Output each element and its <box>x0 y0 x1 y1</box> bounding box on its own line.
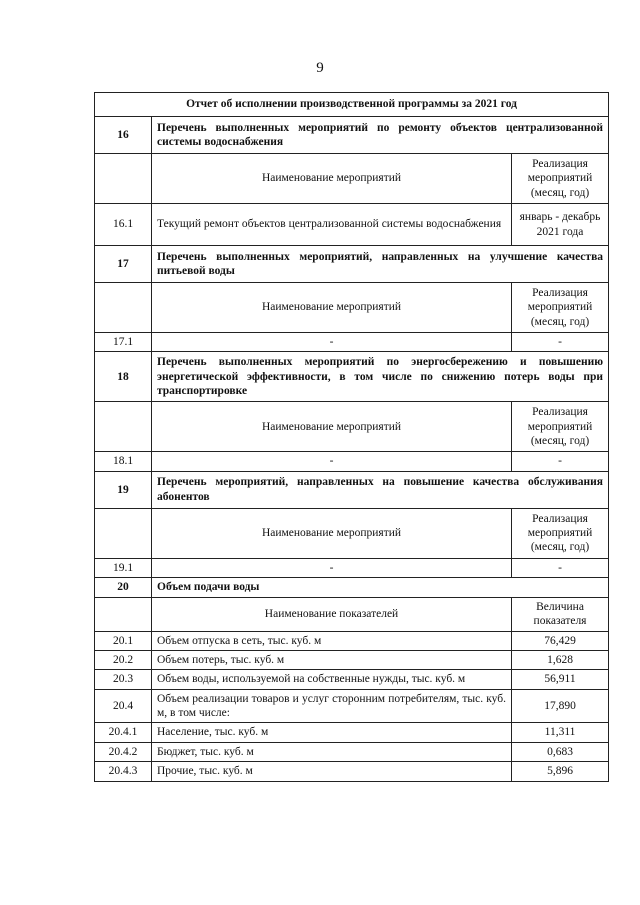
row-value: 5,896 <box>512 762 609 781</box>
row-realization: январь - декабрь 2021 года <box>512 204 609 246</box>
row-value: 0,683 <box>512 742 609 761</box>
section-20-row <box>95 578 609 597</box>
table-row <box>95 742 609 761</box>
section-17-col-name: Наименование мероприятий <box>152 283 512 333</box>
section-20-header-blank <box>95 597 152 631</box>
section-19-title: Перечень мероприятий, направленных на повышение качества обслуживания абонентов <box>152 471 609 508</box>
row-realization: - <box>512 333 609 352</box>
row-number: 20.4.3 <box>95 762 152 781</box>
section-16-header-blank <box>95 154 152 204</box>
table-row <box>95 723 609 742</box>
row-value: 1,628 <box>512 650 609 669</box>
row-number: 20.4.1 <box>95 723 152 742</box>
row-number: 19.1 <box>95 558 152 577</box>
report-title: Отчет об исполнении производственной программы за 2021 год <box>95 93 609 117</box>
row-number: 17.1 <box>95 333 152 352</box>
row-name: Бюджет, тыс. куб. м <box>152 742 512 761</box>
section-19-header-blank <box>95 508 152 558</box>
row-name: Объем воды, используемой на собственные нужды, тыс. куб. м <box>152 670 512 689</box>
row-number: 18.1 <box>95 452 152 471</box>
row-name: Объем отпуска в сеть, тыс. куб. м <box>152 631 512 650</box>
table-row <box>95 204 609 246</box>
section-16-col-realization: Реализация мероприятий (месяц, год) <box>512 154 609 204</box>
section-17-row <box>95 246 609 283</box>
table-row <box>95 762 609 781</box>
section-19-number: 19 <box>95 471 152 508</box>
row-value: 17,890 <box>512 689 609 723</box>
row-realization: - <box>512 558 609 577</box>
section-17-header-blank <box>95 283 152 333</box>
row-value: 11,311 <box>512 723 609 742</box>
section-20-header-row <box>95 597 609 631</box>
section-19-header-row <box>95 508 609 558</box>
row-number: 20.2 <box>95 650 152 669</box>
section-19-col-name: Наименование мероприятий <box>152 508 512 558</box>
section-16-row <box>95 117 609 154</box>
row-number: 20.4.2 <box>95 742 152 761</box>
section-16-header-row <box>95 154 609 204</box>
section-19-row <box>95 471 609 508</box>
section-18-header-blank <box>95 402 152 452</box>
row-name: - <box>152 452 512 471</box>
row-name: Объем реализации товаров и услуг сторонним потребителям, тыс. куб. м, в том числе: <box>152 689 512 723</box>
row-number: 20.1 <box>95 631 152 650</box>
section-16-col-name: Наименование мероприятий <box>152 154 512 204</box>
table-row <box>95 452 609 471</box>
row-name: Прочие, тыс. куб. м <box>152 762 512 781</box>
table-row <box>95 650 609 669</box>
table-row <box>95 558 609 577</box>
row-realization: - <box>512 452 609 471</box>
section-20-number: 20 <box>95 578 152 597</box>
row-name: - <box>152 558 512 577</box>
section-18-row <box>95 352 609 402</box>
section-18-header-row <box>95 402 609 452</box>
section-18-col-name: Наименование мероприятий <box>152 402 512 452</box>
section-17-number: 17 <box>95 246 152 283</box>
row-name: Текущий ремонт объектов централизованной системы водоснабжения <box>152 204 512 246</box>
table-row <box>95 333 609 352</box>
section-18-number: 18 <box>95 352 152 402</box>
table-row <box>95 631 609 650</box>
section-18-title: Перечень выполненных мероприятий по энергосбережению и повышению энергетической эффективности, в том числе по снижению потерь воды при транспортировке <box>152 352 609 402</box>
section-16-number: 16 <box>95 117 152 154</box>
section-20-col-value: Величина показателя <box>512 597 609 631</box>
row-name: Объем потерь, тыс. куб. м <box>152 650 512 669</box>
table-row <box>95 689 609 723</box>
row-name: Население, тыс. куб. м <box>152 723 512 742</box>
report-title-row <box>95 93 609 117</box>
section-16-title: Перечень выполненных мероприятий по ремонту объектов централизованной системы водоснабжения <box>152 117 609 154</box>
section-20-col-name: Наименование показателей <box>152 597 512 631</box>
page-number: 9 <box>316 60 324 76</box>
section-19-col-realization: Реализация мероприятий (месяц, год) <box>512 508 609 558</box>
row-value: 56,911 <box>512 670 609 689</box>
section-17-title: Перечень выполненных мероприятий, направленных на улучшение качества питьевой воды <box>152 246 609 283</box>
section-17-header-row <box>95 283 609 333</box>
row-number: 20.3 <box>95 670 152 689</box>
section-18-col-realization: Реализация мероприятий (месяц, год) <box>512 402 609 452</box>
row-number: 16.1 <box>95 204 152 246</box>
row-name: - <box>152 333 512 352</box>
table-row <box>95 670 609 689</box>
production-program-report-table <box>94 92 609 782</box>
section-17-col-realization: Реализация мероприятий (месяц, год) <box>512 283 609 333</box>
section-20-title: Объем подачи воды <box>152 578 609 597</box>
row-number: 20.4 <box>95 689 152 723</box>
row-value: 76,429 <box>512 631 609 650</box>
